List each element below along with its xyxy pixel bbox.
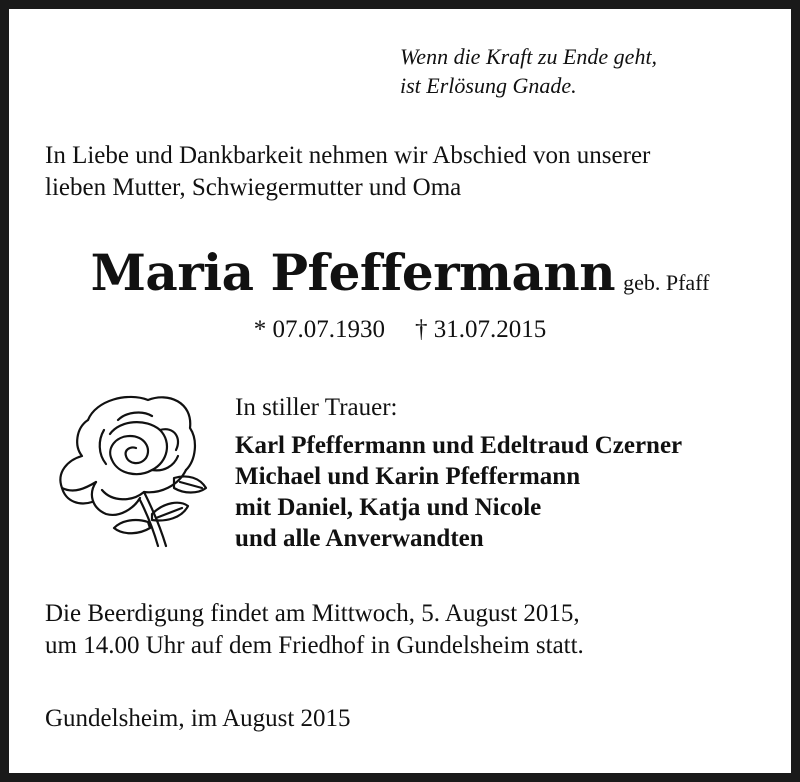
birth-name: geb. Pfaff: [623, 270, 710, 295]
intro-line-1: In Liebe und Dankbarkeit nehmen wir Abschied von unserer: [45, 142, 651, 169]
funeral-line-1: Die Beerdigung findet am Mittwoch, 5. August 2015,: [45, 600, 580, 627]
funeral-line-2: um 14.00 Uhr auf dem Friedhof in Gundelsheim statt.: [45, 632, 584, 659]
motto-line-2: ist Erlösung Gnade.: [400, 73, 577, 98]
rose-icon: [48, 390, 208, 550]
deceased-name-row: [0, 243, 800, 302]
motto-quote: [400, 42, 760, 100]
birth-date: * 07.07.1930: [253, 316, 385, 343]
death-date: † 31.07.2015: [415, 316, 547, 343]
mourners-list: [235, 430, 775, 554]
life-dates: [0, 316, 800, 344]
intro-line-2: lieben Mutter, Schwiegermutter und Oma: [45, 174, 462, 201]
mourner-line: und alle Anverwandten: [235, 525, 484, 552]
place-date: Gundelsheim, im August 2015: [45, 705, 351, 732]
funeral-info: [45, 598, 775, 662]
motto-line-1: Wenn die Kraft zu Ende geht,: [400, 44, 658, 69]
mourner-line: Michael und Karin Pfeffermann: [235, 463, 581, 490]
deceased-name: Maria Pfeffermann: [90, 243, 616, 302]
mourner-line: Karl Pfeffermann und Edeltraud Czerner: [235, 432, 683, 459]
mourning-label: In stiller Trauer:: [235, 394, 398, 421]
intro-text: [45, 140, 775, 204]
mourner-line: mit Daniel, Katja und Nicole: [235, 494, 542, 521]
